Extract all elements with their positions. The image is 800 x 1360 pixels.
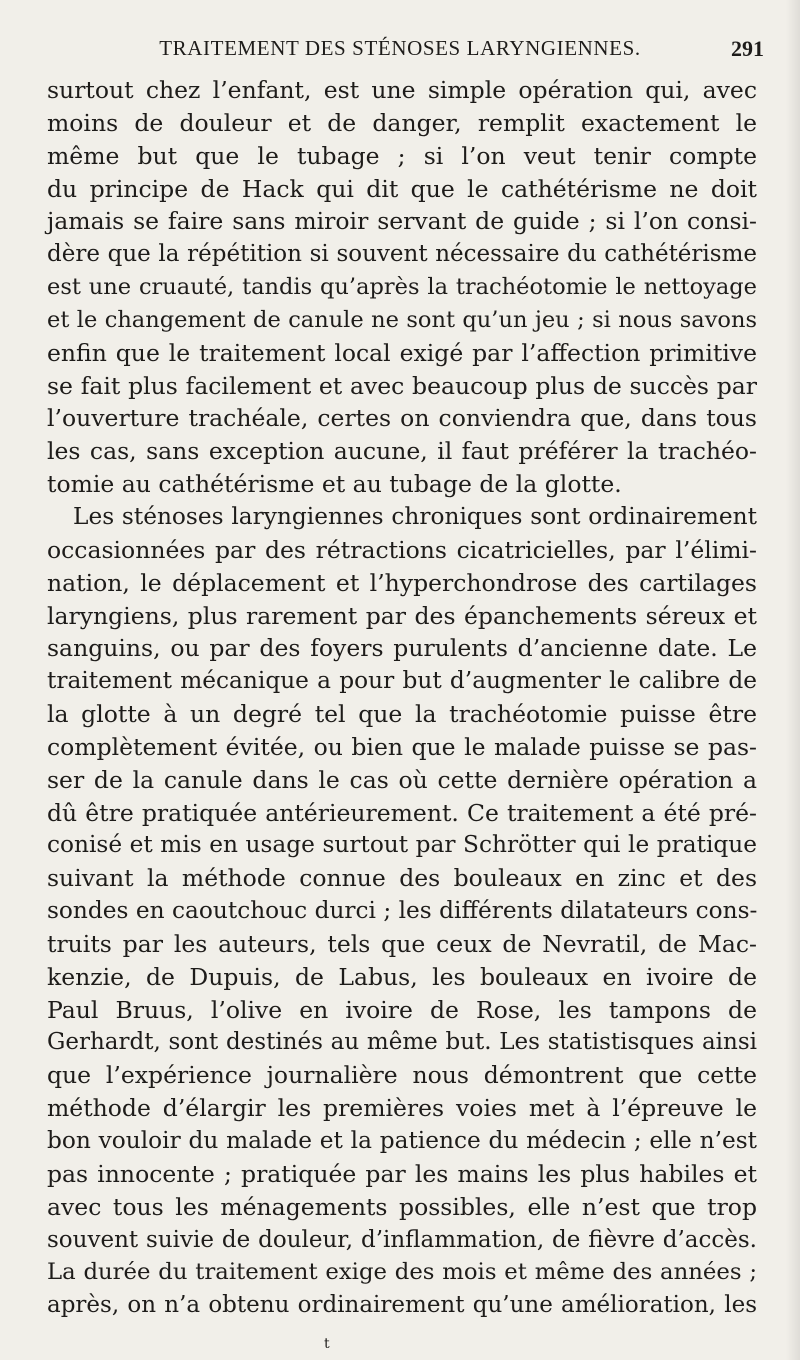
text-line: que l’expérience journalière nous démontrent que cette (47, 1061, 757, 1090)
text-line: se fait plus facilement et avec beaucoup plus de succès par (47, 371, 757, 400)
footer-mark: t (324, 1336, 330, 1352)
text-line: laryngiens, plus rarement par des épanchements séreux et (47, 601, 757, 630)
text-line: méthode d’élargir les premières voies met à l’épreuve le (47, 1094, 757, 1123)
text-line: avec tous les ménagements possibles, elle n’est que trop (47, 1192, 757, 1221)
text-line: occasionnées par des rétractions cicatricielles, par l’élimi- (47, 535, 757, 564)
text-line: enfin que le traitement local exigé par l’affection primitive (47, 338, 757, 367)
text-line: kenzie, de Dupuis, de Labus, les bouleaux en ivoire de (47, 962, 757, 991)
page-header (0, 34, 800, 66)
text-line: du principe de Hack qui dit que le cathétérisme ne doit (47, 174, 757, 203)
paragraph-end-line: tomie au cathétérisme et au tubage de la glotte. (47, 470, 622, 499)
body-text (47, 74, 757, 1322)
text-line: dû être pratiquée antérieurement. Ce traitement a été pré- (47, 798, 757, 827)
text-line: conisé et mis en usage surtout par Schrötter qui le pratique (47, 831, 757, 859)
text-line: jamais se faire sans miroir servant de guide ; si l’on consi- (47, 207, 757, 236)
text-line: traitement mécanique a pour but d’augmenter le calibre de (47, 667, 757, 695)
text-line: bon vouloir du malade et la patience du médecin ; elle n’est (47, 1127, 757, 1154)
text-line: Paul Bruus, l’olive en ivoire de Rose, les tampons de (47, 995, 757, 1024)
text-line: et le changement de canule ne sont qu’un jeu ; si nous savons (47, 306, 757, 333)
running-title: TRAITEMENT DES STÉNOSES LARYNGIENNES. (159, 36, 641, 60)
text-line: l’ouverture trachéale, certes on conviendra que, dans tous (47, 404, 757, 433)
text-line: suivant la méthode connue des bouleaux en zinc et des (47, 864, 757, 893)
text-line: Gerhardt, sont destinés au même but. Les statistisques ainsi (47, 1029, 757, 1056)
text-line: complètement évitée, ou bien que le malade puisse se pas- (47, 732, 757, 761)
text-line: sanguins, ou par des foyers purulents d’ancienne date. Le (47, 634, 757, 663)
text-line: même but que le tubage ; si l’on veut tenir compte (47, 141, 757, 170)
text-line: truits par les auteurs, tels que ceux de Nevratil, de Mac- (47, 929, 757, 958)
text-line: après, on n’a obtenu ordinairement qu’une amélioration, les (47, 1292, 757, 1319)
text-line: est une cruauté, tandis qu’après la trachéotomie le nettoyage (47, 274, 757, 301)
text-line: souvent suivie de douleur, d’inflammation, de fièvre d’accès. (47, 1226, 757, 1253)
text-line: les cas, sans exception aucune, il faut préférer la trachéo- (47, 437, 757, 466)
text-line: pas innocente ; pratiquée par les mains les plus habiles et (47, 1159, 757, 1188)
page-number: 291 (731, 36, 764, 61)
text-line: nation, le déplacement et l’hyperchondrose des cartilages (47, 568, 757, 597)
paragraph-first-line: Les sténoses laryngiennes chroniques sont ordinairement (73, 502, 757, 530)
page-edge-shadow (786, 0, 800, 1360)
text-line: sondes en caoutchouc durci ; les différents dilatateurs cons- (47, 897, 758, 925)
text-line: moins de douleur et de danger, remplit exactement le (47, 108, 757, 137)
text-line: la glotte à un degré tel que la trachéotomie puisse être (47, 700, 757, 729)
text-line: dère que la répétition si souvent nécessaire du cathétérisme (47, 241, 757, 268)
text-line: ser de la canule dans le cas où cette dernière opération a (47, 765, 757, 794)
text-line: La durée du traitement exige des mois et même des années ; (47, 1259, 757, 1286)
text-line: surtout chez l’enfant, est une simple opération qui, avec (47, 76, 757, 104)
